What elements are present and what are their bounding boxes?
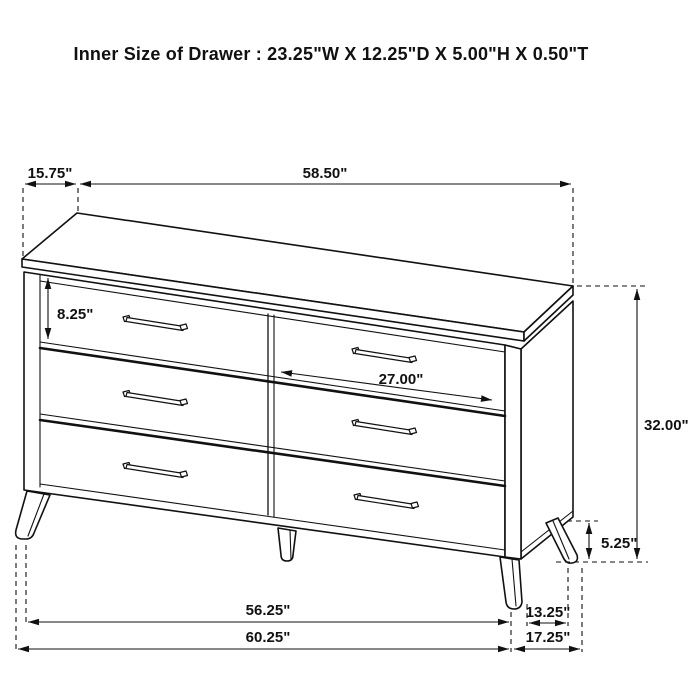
dim-floor-depth-label: 17.25" [525,629,571,646]
back-right-leg [546,518,577,563]
dim-leg-height-label: 5.25" [601,535,638,552]
front-center-leg [278,528,296,561]
dim-top-depth-label: 15.75" [27,165,73,182]
dim-drawer-width-label: 27.00" [378,371,424,388]
dim-leg-span-depth-label: 13.25" [525,604,571,621]
front-right-leg [500,557,522,609]
dresser-drawing [16,213,578,609]
dim-leg-span-width-label: 56.25" [245,602,291,619]
dim-top-width-label: 58.50" [302,165,348,182]
dim-overall-height-label: 32.00" [644,417,689,434]
dim-drawer-height-label: 8.25" [57,306,94,323]
dresser-side-panel [521,301,573,559]
page-title: Inner Size of Drawer : 23.25"W X 12.25"D X 5.00"H X 0.50"T [73,44,589,64]
dim-floor-width-label: 60.25" [245,629,291,646]
front-left-leg [16,491,50,539]
